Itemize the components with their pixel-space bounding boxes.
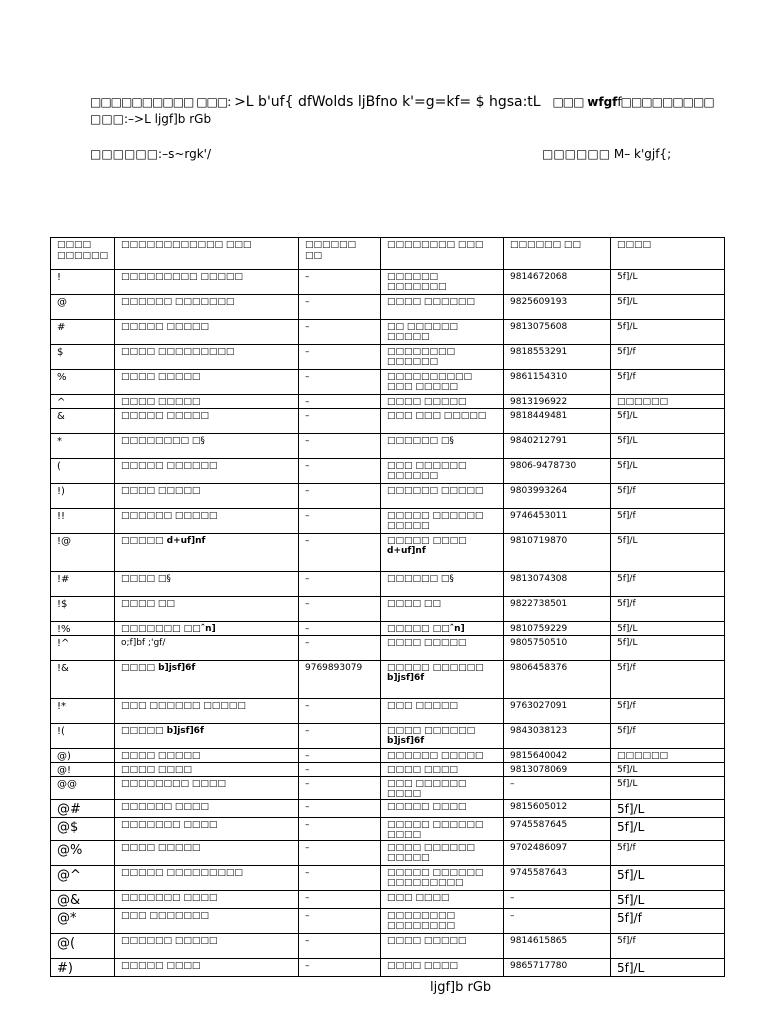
cell-guardian-name: □□□ □□□□ [381,891,504,909]
cell-status: 5f]/L [611,270,725,295]
cell-student-name: □□□□ □□ [115,597,299,622]
cell-status: 5f]/L [611,534,725,572]
cell-guardian-phone: 9814672068 [504,270,611,295]
table-row [51,749,725,763]
cell-guardian-name: □□□□ □□□□□ [381,395,504,409]
cell-guardian-phone: 9745587643 [504,866,611,891]
column-header-serial: □□□□ □□□□□□ [51,238,115,270]
table-row [51,622,725,636]
table-row [51,724,725,749]
table-row [51,661,725,699]
table-row [51,763,725,777]
table-body [51,270,725,977]
cell-status: 5f]/L [611,777,725,800]
cell-status: 5f]/L [611,800,725,818]
cell-student-name: □□□□□ □□□□ [115,959,299,977]
cell-serial: #) [51,959,115,977]
column-header-guardian-phone: □□□□□□ □□ [504,238,611,270]
table-row [51,800,725,818]
table-row [51,295,725,320]
cell-student-name: □□□□□□□□ □§ [115,434,299,459]
cell-phone: – [299,509,381,534]
cell-serial: ! [51,270,115,295]
cell-serial: @% [51,841,115,866]
cell-status: 5f]/L [611,959,725,977]
cell-serial: @$ [51,818,115,841]
cell-student-name: □□□□ □□□□□ [115,395,299,409]
cell-phone: – [299,534,381,572]
cell-serial: # [51,320,115,345]
table-row [51,909,725,934]
header-line-1-suffix-a: □□□ [552,95,584,109]
cell-student-name: □□□□ □□□□□ [115,484,299,509]
header-line-2: □□□:–>L ljgf]b rGb [90,112,212,126]
cell-guardian-name: □□□□□ □□□□□□ □□□□ [381,818,504,841]
cell-status: 5f]/f [611,370,725,395]
cell-serial: @ [51,295,115,320]
cell-student-name: □□□□□□□□ □□□□ [115,777,299,800]
cell-status: 5f]/f [611,484,725,509]
cell-serial: @( [51,934,115,959]
cell-phone: – [299,724,381,749]
cell-phone: – [299,891,381,909]
cell-status: 5f]/L [611,866,725,891]
cell-student-name: □□□ □□□□□□ □□□□□ [115,699,299,724]
table-row [51,509,725,534]
cell-phone: – [299,295,381,320]
cell-guardian-name: □□□□□□ □□□□□ [381,484,504,509]
cell-guardian-phone: 9810719870 [504,534,611,572]
cell-guardian-phone: 9810759229 [504,622,611,636]
cell-guardian-name: □□ □□□□□□ □□□□□ [381,320,504,345]
table-row [51,459,725,484]
cell-phone: – [299,777,381,800]
table-row [51,345,725,370]
cell-serial: ^ [51,395,115,409]
table-row [51,370,725,395]
cell-status: 5f]/L [611,295,725,320]
cell-status: 5f]/f [611,909,725,934]
cell-student-name: □□□□ □□□□□ [115,370,299,395]
cell-student-name: □□□□□ d+uf]nf [115,534,299,572]
cell-phone: – [299,818,381,841]
cell-status: 5f]/L [611,434,725,459]
cell-status: 5f]/L [611,818,725,841]
cell-guardian-phone: 9822738501 [504,597,611,622]
cell-serial: !# [51,572,115,597]
cell-status: 5f]/L [611,636,725,661]
cell-phone: – [299,370,381,395]
cell-phone: – [299,270,381,295]
cell-guardian-phone: 9814615865 [504,934,611,959]
cell-guardian-name: □□□□ □□□□□ [381,934,504,959]
table-row [51,434,725,459]
cell-status: 5f]/f [611,661,725,699]
cell-serial: !@ [51,534,115,572]
cell-student-name: □□□□□□ □□□□ [115,800,299,818]
cell-guardian-phone: 9805750510 [504,636,611,661]
cell-serial: @# [51,800,115,818]
cell-guardian-name: □□□□□ □□□□□□ □□□□□ [381,509,504,534]
table-row [51,959,725,977]
cell-status: 5f]/L [611,320,725,345]
table-row [51,777,725,800]
cell-phone: – [299,484,381,509]
table-row [51,409,725,434]
cell-guardian-phone: 9745587645 [504,818,611,841]
cell-phone: – [299,841,381,866]
table-row [51,841,725,866]
cell-phone: – [299,909,381,934]
cell-guardian-name: □□□ □□□□□□ □□□□□□ [381,459,504,484]
cell-phone: – [299,699,381,724]
cell-serial: @) [51,749,115,763]
cell-guardian-name: □□□□□□□□ □□□□□□□□ [381,909,504,934]
cell-student-name: □□□□□□ □□□□□ [115,934,299,959]
cell-status: □□□□□□ [611,395,725,409]
cell-guardian-phone: 9806458376 [504,661,611,699]
cell-serial: & [51,409,115,434]
cell-guardian-name: □□□□□ □□□□ [381,800,504,818]
cell-serial: @@ [51,777,115,800]
cell-phone: – [299,345,381,370]
cell-guardian-phone: 9763027091 [504,699,611,724]
cell-serial: !& [51,661,115,699]
cell-student-name: □□□□ □□□□□ [115,749,299,763]
cell-status: 5f]/f [611,597,725,622]
header-line-1-prefix: □□□□□□□□□□ □□□: [90,95,231,109]
cell-student-name: □□□□□□□ □□ˆn] [115,622,299,636]
cell-status: 5f]/f [611,934,725,959]
table-row [51,818,725,841]
cell-student-name: □□□□ b]jsf]6f [115,661,299,699]
cell-student-name: □□□□ □□□□□□□□□ [115,345,299,370]
table-row [51,484,725,509]
cell-phone: – [299,459,381,484]
footer-signature: ljgf]b rGb [430,980,492,995]
cell-guardian-phone: 9865717780 [504,959,611,977]
column-header-phone: □□□□□□ □□ [299,238,381,270]
cell-serial: @* [51,909,115,934]
cell-guardian-phone: 9815640042 [504,749,611,763]
cell-phone: – [299,866,381,891]
header-line-1-bold: wfgf [587,95,618,109]
cell-guardian-name: □□□□ □□□□ [381,959,504,977]
cell-status: 5f]/L [611,409,725,434]
table-row [51,395,725,409]
cell-guardian-phone: 9815605012 [504,800,611,818]
cell-student-name: □□□□□ □□□□□□ [115,459,299,484]
cell-status: 5f]/f [611,345,725,370]
cell-student-name: □□□□ □□□□ [115,763,299,777]
cell-phone: – [299,409,381,434]
cell-serial: $ [51,345,115,370]
cell-guardian-name: □□□□ □□ [381,597,504,622]
cell-student-name: □□□□□□ □□□□□□□ [115,295,299,320]
cell-guardian-name: □□□ □□□□□□ □□□□ [381,777,504,800]
cell-guardian-name: □□□ □□□□□ [381,699,504,724]
student-table [50,237,725,977]
cell-status: 5f]/f [611,509,725,534]
table-row [51,597,725,622]
cell-phone: – [299,800,381,818]
cell-serial: !% [51,622,115,636]
cell-status: 5f]/f [611,841,725,866]
cell-student-name: □□□□□ b]jsf]6f [115,724,299,749]
cell-phone: – [299,434,381,459]
cell-guardian-phone: 9825609193 [504,295,611,320]
cell-serial: @! [51,763,115,777]
cell-guardian-phone: 9818449481 [504,409,611,434]
cell-guardian-name: □□□□ □□□□□ [381,636,504,661]
column-header-status: □□□□ [611,238,725,270]
column-header-guardian: □□□□□□□□ □□□ [381,238,504,270]
cell-student-name: □□□□□□ □□□□□ [115,509,299,534]
column-header-name: □□□□□□□□□□□□ □□□ [115,238,299,270]
cell-guardian-name: □□□□□□ □□□□□□□ [381,270,504,295]
cell-student-name: □□□□□ □□□□□ [115,409,299,434]
cell-guardian-name: □□□□ □□□□□□ b]jsf]6f [381,724,504,749]
cell-guardian-phone: – [504,891,611,909]
cell-student-name: □□□□□□□□□ □□□□□ [115,270,299,295]
cell-guardian-phone: 9803993264 [504,484,611,509]
cell-student-name: □□□□□□□ □□□□ [115,818,299,841]
cell-guardian-name: □□□□□ □□ˆn] [381,622,504,636]
cell-guardian-name: □□□ □□□ □□□□□ [381,409,504,434]
cell-status: 5f]/L [611,622,725,636]
table-row [51,572,725,597]
cell-guardian-phone: 9843038123 [504,724,611,749]
cell-guardian-phone: 9813075608 [504,320,611,345]
cell-phone: – [299,320,381,345]
cell-status: 5f]/L [611,459,725,484]
cell-serial: !! [51,509,115,534]
cell-guardian-phone: 9818553291 [504,345,611,370]
cell-guardian-phone: 9813196922 [504,395,611,409]
cell-guardian-phone: – [504,909,611,934]
header-right-label: □□□□□□ M– k'gjf{; [542,147,672,161]
table-row [51,320,725,345]
cell-guardian-phone: 9813074308 [504,572,611,597]
cell-status: 5f]/f [611,699,725,724]
cell-guardian-name: □□□□□□ □□□□□ [381,749,504,763]
cell-guardian-phone: – [504,777,611,800]
cell-phone: – [299,597,381,622]
cell-phone: – [299,636,381,661]
cell-phone: – [299,934,381,959]
header-left-label: □□□□□□:–s~rgk'/ [90,147,212,161]
cell-guardian-phone: 9746453011 [504,509,611,534]
cell-guardian-phone: 9702486097 [504,841,611,866]
cell-status: 5f]/L [611,763,725,777]
header-line-1-main: >L b'uf{ dfWolds ljBfno k'=g=kf= $ hgsa:tL [234,94,541,110]
table-row [51,270,725,295]
cell-guardian-phone: 9861154310 [504,370,611,395]
cell-student-name: □□□□ □□□□□ [115,841,299,866]
cell-guardian-name: □□□□□□□□□□ □□□ □□□□□ [381,370,504,395]
cell-guardian-phone: 9840212791 [504,434,611,459]
header-line-1-suffix-b: f□□□□□□□□□ [617,95,714,109]
cell-guardian-name: □□□□□□ □§ [381,434,504,459]
header-line-1 [90,94,714,110]
cell-serial: @& [51,891,115,909]
cell-student-name: o;f]bf ;'gf/ [115,636,299,661]
cell-student-name: □□□□□ □□□□□□□□□ [115,866,299,891]
cell-status: 5f]/L [611,891,725,909]
cell-phone: – [299,749,381,763]
table-row [51,934,725,959]
cell-serial: ( [51,459,115,484]
cell-serial: * [51,434,115,459]
table-row [51,891,725,909]
table-row [51,534,725,572]
cell-status: 5f]/f [611,724,725,749]
cell-guardian-name: □□□□□□□□ □□□□□□ [381,345,504,370]
table-row [51,636,725,661]
cell-status: 5f]/f [611,572,725,597]
cell-student-name: □□□□□ □□□□□ [115,320,299,345]
cell-serial: !( [51,724,115,749]
cell-student-name: □□□□□□□ □□□□ [115,891,299,909]
cell-guardian-phone: 9813078069 [504,763,611,777]
cell-guardian-name: □□□□ □□□□□□ [381,295,504,320]
cell-guardian-name: □□□□□ □□□□ d+uf]nf [381,534,504,572]
cell-serial: @^ [51,866,115,891]
cell-serial: !) [51,484,115,509]
table-header-row [51,238,725,270]
cell-phone: – [299,572,381,597]
cell-phone: – [299,395,381,409]
cell-student-name: □□□ □□□□□□□ [115,909,299,934]
cell-phone: – [299,622,381,636]
table-row [51,866,725,891]
cell-status: □□□□□□ [611,749,725,763]
table-row [51,699,725,724]
cell-guardian-name: □□□□□□ □§ [381,572,504,597]
cell-guardian-name: □□□□ □□□□□□ □□□□□ [381,841,504,866]
cell-student-name: □□□□ □§ [115,572,299,597]
cell-guardian-name: □□□□ □□□□ [381,763,504,777]
cell-phone: – [299,959,381,977]
cell-phone: – [299,763,381,777]
cell-serial: !$ [51,597,115,622]
cell-phone: 9769893079 [299,661,381,699]
cell-serial: !* [51,699,115,724]
cell-guardian-name: □□□□□ □□□□□□ b]jsf]6f [381,661,504,699]
cell-guardian-phone: 9806-9478730 [504,459,611,484]
cell-guardian-name: □□□□□ □□□□□□ □□□□□□□□□ [381,866,504,891]
cell-serial: !^ [51,636,115,661]
cell-serial: % [51,370,115,395]
